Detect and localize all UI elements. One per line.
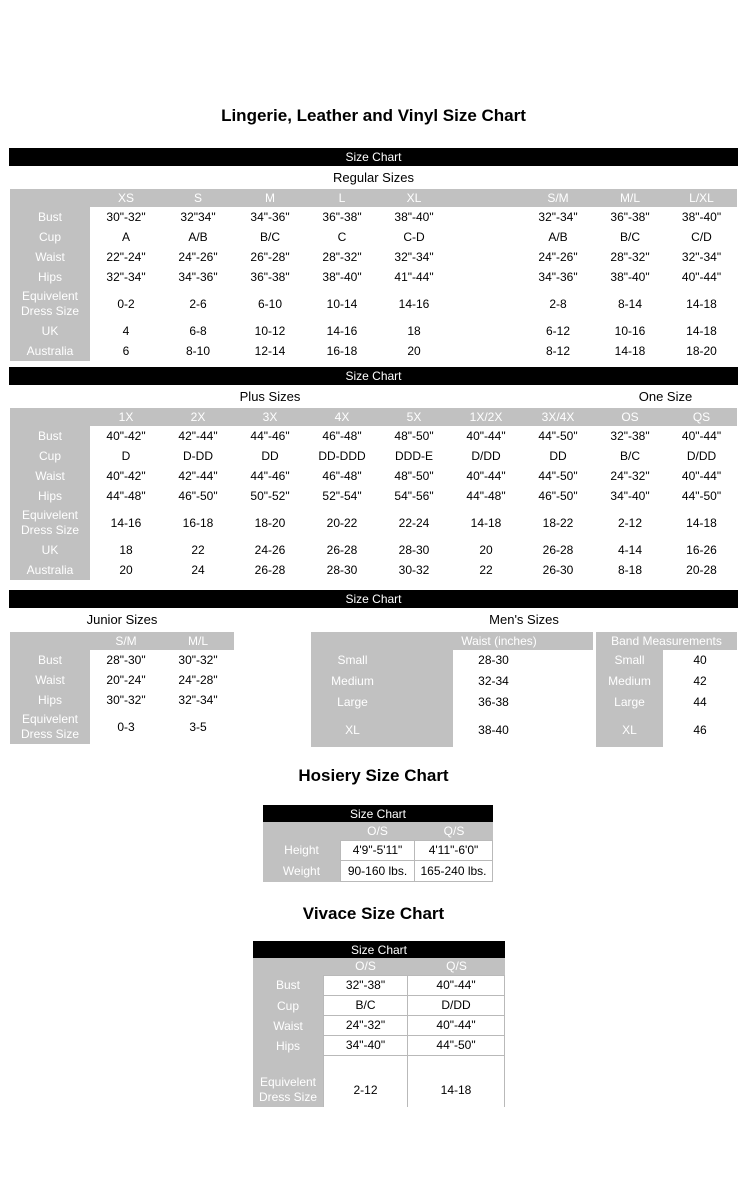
value-cell: 10-16 (594, 321, 666, 341)
value-cell: 20-28 (666, 560, 737, 580)
value-cell: 30"-32" (162, 650, 234, 670)
value-cell: 22 (450, 560, 522, 580)
size-chart-bar: Size Chart (263, 805, 493, 822)
column-header: 5X (378, 408, 450, 426)
value-cell: 34"-36" (234, 207, 306, 227)
row-label: Bust (10, 426, 90, 446)
value-cell: A/B (162, 227, 234, 247)
column-header: QS (666, 408, 737, 426)
value-cell: 54"-56" (378, 486, 450, 506)
value-cell: 8-10 (162, 341, 234, 361)
value-cell: 44 (663, 692, 737, 713)
value-cell: 18-22 (522, 506, 594, 540)
row-label: Small (596, 650, 663, 671)
value-cell: 4'9"-5'11" (340, 840, 415, 861)
value-cell: 32"-34" (90, 267, 162, 287)
value-cell: 38"-40" (378, 207, 450, 227)
column-header: M/L (594, 189, 666, 207)
column-header: OS (594, 408, 666, 426)
row-label: Cup (253, 996, 323, 1016)
value-cell: 26"-28" (234, 247, 306, 267)
row-label: Equivelent Dress Size (10, 710, 90, 744)
value-cell: B/C (234, 227, 306, 247)
value-cell: 44"-48" (450, 486, 522, 506)
value-cell: 2-12 (594, 506, 666, 540)
value-cell: 14-16 (90, 506, 162, 540)
value-cell: 40"-44" (408, 1016, 505, 1036)
value-cell: 44"-50" (408, 1036, 505, 1056)
value-cell: 36"-38" (594, 207, 666, 227)
plus-sizes-table (10, 408, 737, 580)
column-header: M (234, 189, 306, 207)
value-cell: 2-12 (323, 1073, 408, 1107)
value-cell: 20 (450, 540, 522, 560)
value-cell: 28"-32" (306, 247, 378, 267)
section-label-one-size: One Size (638, 389, 693, 404)
row-label (253, 1056, 323, 1073)
value-cell: 6-10 (234, 287, 306, 321)
value-cell: 6 (90, 341, 162, 361)
column-header: Q/S (408, 958, 505, 975)
value-cell: 14-16 (306, 321, 378, 341)
value-cell: 26-28 (306, 540, 378, 560)
value-cell: 20 (378, 341, 450, 361)
value-cell: 32"-34" (162, 690, 234, 710)
column-header: 1X/2X (450, 408, 522, 426)
value-cell: 16-26 (666, 540, 737, 560)
value-cell: 22"-24" (90, 247, 162, 267)
column-header (450, 189, 522, 207)
value-cell: D-DD (162, 446, 234, 466)
column-header: Waist (inches) (311, 632, 593, 650)
value-cell: 2-8 (522, 287, 594, 321)
value-cell (450, 267, 522, 287)
row-label: Small (311, 650, 453, 671)
value-cell: 40 (663, 650, 737, 671)
value-cell: 42"-44" (162, 426, 234, 446)
value-cell: 22-24 (378, 506, 450, 540)
value-cell: 24"-32" (594, 466, 666, 486)
section-label-regular-sizes: Regular Sizes (333, 170, 414, 185)
row-label: Equivelent Dress Size (10, 287, 90, 321)
row-label: XL (311, 713, 453, 747)
column-header: 3X/4X (522, 408, 594, 426)
value-cell: 40"-42" (90, 466, 162, 486)
value-cell: 28-30 (453, 650, 593, 671)
column-header: S/M (522, 189, 594, 207)
section-label-junior-sizes: Junior Sizes (86, 612, 158, 627)
value-cell: 32"-34" (522, 207, 594, 227)
value-cell: 18-20 (666, 341, 737, 361)
regular-sizes-table (10, 189, 737, 361)
value-cell: 30"-32" (90, 690, 162, 710)
value-cell: 28"-32" (594, 247, 666, 267)
row-label: Large (311, 692, 453, 713)
value-cell: 34"-40" (594, 486, 666, 506)
value-cell (408, 1056, 505, 1073)
value-cell: 8-18 (594, 560, 666, 580)
value-cell: 90-160 lbs. (340, 861, 415, 882)
value-cell: 14-18 (666, 321, 737, 341)
row-label: Equivelent Dress Size (253, 1073, 323, 1107)
value-cell: 16-18 (162, 506, 234, 540)
value-cell: 40"-44" (450, 426, 522, 446)
value-cell: 38"-40" (666, 207, 737, 227)
column-header: 3X (234, 408, 306, 426)
value-cell: 48"-50" (378, 426, 450, 446)
row-label: Hips (10, 486, 90, 506)
row-label: Bust (10, 650, 90, 670)
row-label: Bust (253, 975, 323, 996)
section-label-plus-sizes: Plus Sizes (239, 389, 301, 404)
value-cell: 40"-44" (666, 466, 737, 486)
column-header: O/S (323, 958, 408, 975)
value-cell: 30-32 (378, 560, 450, 580)
row-label: Hips (253, 1036, 323, 1056)
value-cell: 38"-40" (306, 267, 378, 287)
row-label: Waist (253, 1016, 323, 1036)
value-cell: D (90, 446, 162, 466)
value-cell: 38"-40" (594, 267, 666, 287)
column-header: XL (378, 189, 450, 207)
value-cell: 46"-50" (162, 486, 234, 506)
value-cell: 28-30 (378, 540, 450, 560)
value-cell: 26-30 (522, 560, 594, 580)
size-chart-bar: Size Chart (9, 590, 738, 608)
mens-band-table (596, 632, 737, 747)
value-cell: 36"-38" (234, 267, 306, 287)
value-cell: 44"-48" (90, 486, 162, 506)
value-cell: 2-6 (162, 287, 234, 321)
value-cell: 14-16 (378, 287, 450, 321)
value-cell: 46"-48" (306, 426, 378, 446)
size-chart-bar: Size Chart (9, 367, 738, 385)
value-cell: 48"-50" (378, 466, 450, 486)
corner-cell (10, 189, 90, 207)
value-cell: 16-18 (306, 341, 378, 361)
value-cell: 24"-28" (162, 670, 234, 690)
value-cell: 32-34 (453, 671, 593, 692)
value-cell: DD (234, 446, 306, 466)
value-cell: 24"-32" (323, 1016, 408, 1036)
value-cell (450, 207, 522, 227)
column-header: M/L (162, 632, 234, 650)
value-cell: 40"-44" (408, 975, 505, 996)
row-label: Australia (10, 560, 90, 580)
page-title: Lingerie, Leather and Vinyl Size Chart (221, 106, 526, 125)
value-cell: 26-28 (234, 560, 306, 580)
value-cell: 46"-48" (306, 466, 378, 486)
value-cell: 32"-34" (666, 247, 737, 267)
column-header: 2X (162, 408, 234, 426)
value-cell: 20 (90, 560, 162, 580)
value-cell: 6-12 (522, 321, 594, 341)
section-label-mens-sizes: Men's Sizes (489, 612, 559, 627)
value-cell: DD (522, 446, 594, 466)
corner-cell (10, 632, 90, 650)
value-cell: A (90, 227, 162, 247)
value-cell: 26-28 (522, 540, 594, 560)
row-label: Hips (10, 690, 90, 710)
value-cell: 44"-50" (666, 486, 737, 506)
row-label: Waist (10, 670, 90, 690)
row-label: Weight (263, 861, 340, 882)
row-label: UK (10, 321, 90, 341)
value-cell: 8-12 (522, 341, 594, 361)
value-cell: 14-18 (666, 287, 737, 321)
value-cell: B/C (594, 446, 666, 466)
value-cell: 24-26 (234, 540, 306, 560)
value-cell: C-D (378, 227, 450, 247)
value-cell: 10-14 (306, 287, 378, 321)
value-cell: 0-3 (90, 710, 162, 744)
value-cell: 14-18 (450, 506, 522, 540)
value-cell: 32"34" (162, 207, 234, 227)
value-cell: 41"-44" (378, 267, 450, 287)
value-cell: 40"-44" (666, 267, 737, 287)
column-header: L/XL (666, 189, 737, 207)
value-cell: 14-18 (594, 341, 666, 361)
value-cell: 46"-50" (522, 486, 594, 506)
junior-sizes-table (10, 632, 234, 744)
value-cell (323, 1056, 408, 1073)
value-cell: 24 (162, 560, 234, 580)
value-cell: 28-30 (306, 560, 378, 580)
value-cell: D/DD (408, 996, 505, 1016)
value-cell: B/C (594, 227, 666, 247)
vivace-size-table (253, 958, 505, 1107)
value-cell: 44"-50" (522, 466, 594, 486)
row-label: Medium (311, 671, 453, 692)
value-cell: 36-38 (453, 692, 593, 713)
row-label: Australia (10, 341, 90, 361)
column-header: L (306, 189, 378, 207)
row-label: Large (596, 692, 663, 713)
value-cell: 14-18 (408, 1073, 505, 1107)
value-cell: 40"-44" (450, 466, 522, 486)
value-cell: 12-14 (234, 341, 306, 361)
value-cell: DD-DDD (306, 446, 378, 466)
value-cell: D/DD (450, 446, 522, 466)
value-cell: 14-18 (666, 506, 737, 540)
corner-cell (263, 822, 340, 840)
hosiery-size-table (263, 822, 493, 882)
hosiery-title: Hosiery Size Chart (298, 766, 449, 785)
row-label: XL (596, 713, 663, 747)
row-label: Height (263, 840, 340, 861)
value-cell: 38-40 (453, 713, 593, 747)
value-cell: 42"-44" (162, 466, 234, 486)
value-cell: 36"-38" (306, 207, 378, 227)
value-cell: A/B (522, 227, 594, 247)
value-cell: 28"-30" (90, 650, 162, 670)
value-cell: 44"-50" (522, 426, 594, 446)
value-cell: 20"-24" (90, 670, 162, 690)
value-cell: 32"-38" (323, 975, 408, 996)
value-cell (450, 321, 522, 341)
column-header: S (162, 189, 234, 207)
value-cell: 30"-32" (90, 207, 162, 227)
value-cell: 34"-36" (522, 267, 594, 287)
mens-waist-table (311, 632, 593, 747)
value-cell: B/C (323, 996, 408, 1016)
column-header: 4X (306, 408, 378, 426)
value-cell: 10-12 (234, 321, 306, 341)
value-cell: 18-20 (234, 506, 306, 540)
corner-cell (253, 958, 323, 975)
column-header: Band Measurements (596, 632, 737, 650)
value-cell: 50"-52" (234, 486, 306, 506)
value-cell: 165-240 lbs. (415, 861, 493, 882)
size-chart-bar: Size Chart (253, 941, 505, 958)
value-cell: 4-14 (594, 540, 666, 560)
value-cell: 32"-34" (378, 247, 450, 267)
value-cell: 46 (663, 713, 737, 747)
value-cell: 22 (162, 540, 234, 560)
value-cell: 18 (378, 321, 450, 341)
corner-cell (10, 408, 90, 426)
column-header: Q/S (415, 822, 493, 840)
value-cell: 4'11"-6'0" (415, 840, 493, 861)
row-label: Equivelent Dress Size (10, 506, 90, 540)
value-cell: 40"-42" (90, 426, 162, 446)
row-label: Cup (10, 227, 90, 247)
value-cell: 4 (90, 321, 162, 341)
column-header: XS (90, 189, 162, 207)
value-cell (450, 247, 522, 267)
value-cell: 8-14 (594, 287, 666, 321)
value-cell (450, 227, 522, 247)
value-cell: 20-22 (306, 506, 378, 540)
column-header: S/M (90, 632, 162, 650)
value-cell (450, 287, 522, 321)
value-cell: 24"-26" (162, 247, 234, 267)
value-cell: 34"-36" (162, 267, 234, 287)
column-header: 1X (90, 408, 162, 426)
row-label: Medium (596, 671, 663, 692)
value-cell: 18 (90, 540, 162, 560)
value-cell: D/DD (666, 446, 737, 466)
vivace-title: Vivace Size Chart (302, 904, 445, 923)
value-cell: 0-2 (90, 287, 162, 321)
value-cell: 3-5 (162, 710, 234, 744)
value-cell: 32"-38" (594, 426, 666, 446)
row-label: Hips (10, 267, 90, 287)
row-label: Bust (10, 207, 90, 227)
value-cell: 42 (663, 671, 737, 692)
size-chart-bar: Size Chart (9, 148, 738, 166)
value-cell: 24"-26" (522, 247, 594, 267)
value-cell: 40"-44" (666, 426, 737, 446)
value-cell: C/D (666, 227, 737, 247)
value-cell: 34"-40" (323, 1036, 408, 1056)
value-cell: 52"-54" (306, 486, 378, 506)
row-label: Waist (10, 247, 90, 267)
value-cell: 44"-46" (234, 426, 306, 446)
value-cell: 44"-46" (234, 466, 306, 486)
value-cell (450, 341, 522, 361)
column-header: O/S (340, 822, 415, 840)
row-label: Cup (10, 446, 90, 466)
value-cell: DDD-E (378, 446, 450, 466)
value-cell: 6-8 (162, 321, 234, 341)
row-label: UK (10, 540, 90, 560)
row-label: Waist (10, 466, 90, 486)
value-cell: C (306, 227, 378, 247)
